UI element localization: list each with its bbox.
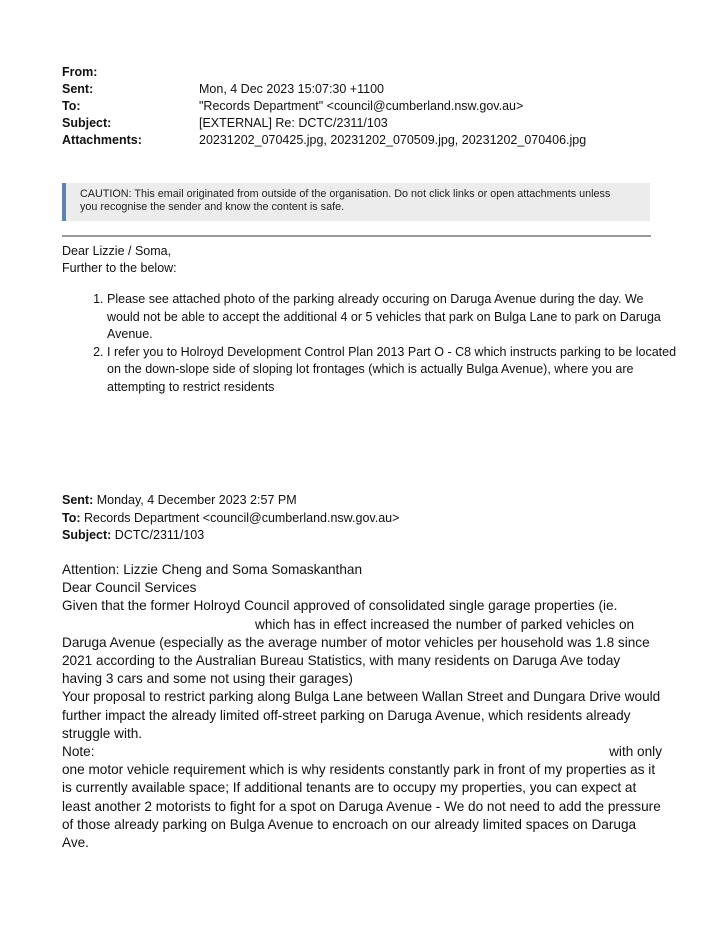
paragraph-3: one motor vehicle requirement which is why residents constantly park in front of my properties as it is currently available space; If additional tenants are to occupy my properties, you can expect at least another 2 motorists to fight for a spot on Daruga Avenue - We do not need to add the pressure of those already parking on Bulga Avenue to encroach on our already limited spaces on Daruga Ave. bbox=[62, 762, 661, 851]
fwd-to-row bbox=[62, 510, 399, 528]
attention-line: Attention: Lizzie Cheng and Soma Somaskanthan bbox=[62, 562, 363, 577]
header-sent-row bbox=[62, 81, 682, 98]
subject-label: Subject: bbox=[62, 116, 112, 130]
fwd-sent-label: Sent: bbox=[62, 493, 94, 507]
to-label: To: bbox=[62, 99, 81, 113]
reply-intro: Further to the below: bbox=[62, 261, 177, 275]
paragraph-1-rest: which has in effect increased the number of parked vehicles on Daruga Avenue (especially as the average number of motor vehicles per household was 1.8 since 2021 according to the Australian Bureau Statistics, with many residents on Daruga Ave today having 3 cars and some not using their garages) bbox=[62, 616, 650, 687]
list-item: 2. I refer you to Holroyd Development Control Plan 2013 Part O - C8 which instructs parking to be located on the down-slope side of sloping lot frontages (which is actually Bulga Avenue), where you are attempting to restrict residents bbox=[107, 344, 677, 397]
header-attachments-row bbox=[62, 132, 682, 149]
caution-line-1: CAUTION: This email originated from outside of the organisation. Do not click links or open attachments unless bbox=[80, 188, 611, 200]
fwd-subject-value: DCTC/2311/103 bbox=[114, 528, 205, 542]
to-value: "Records Department" <council@cumberland.nsw.gov.au> bbox=[199, 99, 524, 113]
sent-value: Mon, 4 Dec 2023 15:07:30 +1100 bbox=[199, 82, 384, 96]
subject-value: [EXTERNAL] Re: DCTC/2311/103 bbox=[199, 116, 388, 130]
attachments-label: Attachments: bbox=[62, 133, 142, 147]
reply-greeting-block bbox=[62, 243, 177, 277]
fwd-to-value: Records Department <council@cumberland.nsw.gov.au> bbox=[84, 510, 400, 525]
from-label: From: bbox=[62, 65, 98, 79]
paragraph-1 bbox=[62, 616, 662, 689]
fwd-subject-row bbox=[62, 527, 399, 545]
fwd-sent-row bbox=[62, 492, 399, 510]
divider-line bbox=[62, 235, 651, 237]
paragraph-1-line-1: Given that the former Holroyd Council approved of consolidated single garage properties (ie. bbox=[62, 598, 618, 614]
fwd-to-label: To: bbox=[62, 510, 81, 525]
reply-list bbox=[90, 291, 677, 396]
note-row bbox=[62, 743, 662, 761]
caution-banner bbox=[62, 183, 650, 221]
fwd-subject-label: Subject: bbox=[62, 528, 112, 542]
salutation-line: Dear Council Services bbox=[62, 580, 197, 596]
fwd-sent-value: Monday, 4 December 2023 2:57 PM bbox=[96, 493, 297, 507]
email-header bbox=[62, 64, 682, 149]
original-message-body bbox=[62, 561, 662, 852]
reply-greeting: Dear Lizzie / Soma, bbox=[62, 244, 172, 258]
forwarded-header bbox=[62, 492, 399, 545]
header-to-row bbox=[62, 98, 682, 115]
from-value bbox=[199, 64, 682, 81]
caution-line-2: you recognise the sender and know the content is safe. bbox=[80, 201, 345, 213]
note-label: Note: bbox=[62, 744, 95, 760]
note-tail: with only bbox=[609, 744, 662, 760]
paragraph-2: Your proposal to restrict parking along Bulga Lane between Wallan Street and Dungara Drive would further impact the already limited off-street parking on Daruga Avenue, which residents already struggle with. bbox=[62, 689, 661, 741]
sent-label: Sent: bbox=[62, 82, 94, 96]
header-subject-row bbox=[62, 115, 682, 132]
header-from-row bbox=[62, 64, 682, 81]
attachments-value[interactable]: 20231202_070425.jpg, 20231202_070509.jpg, 20231202_070406.jpg bbox=[199, 133, 587, 147]
list-item: 1. Please see attached photo of the parking already occuring on Daruga Avenue during the day. We would not be able to accept the additional 4 or 5 vehicles that park on Bulga Lane to park on Daruga Avenue. bbox=[107, 291, 677, 344]
